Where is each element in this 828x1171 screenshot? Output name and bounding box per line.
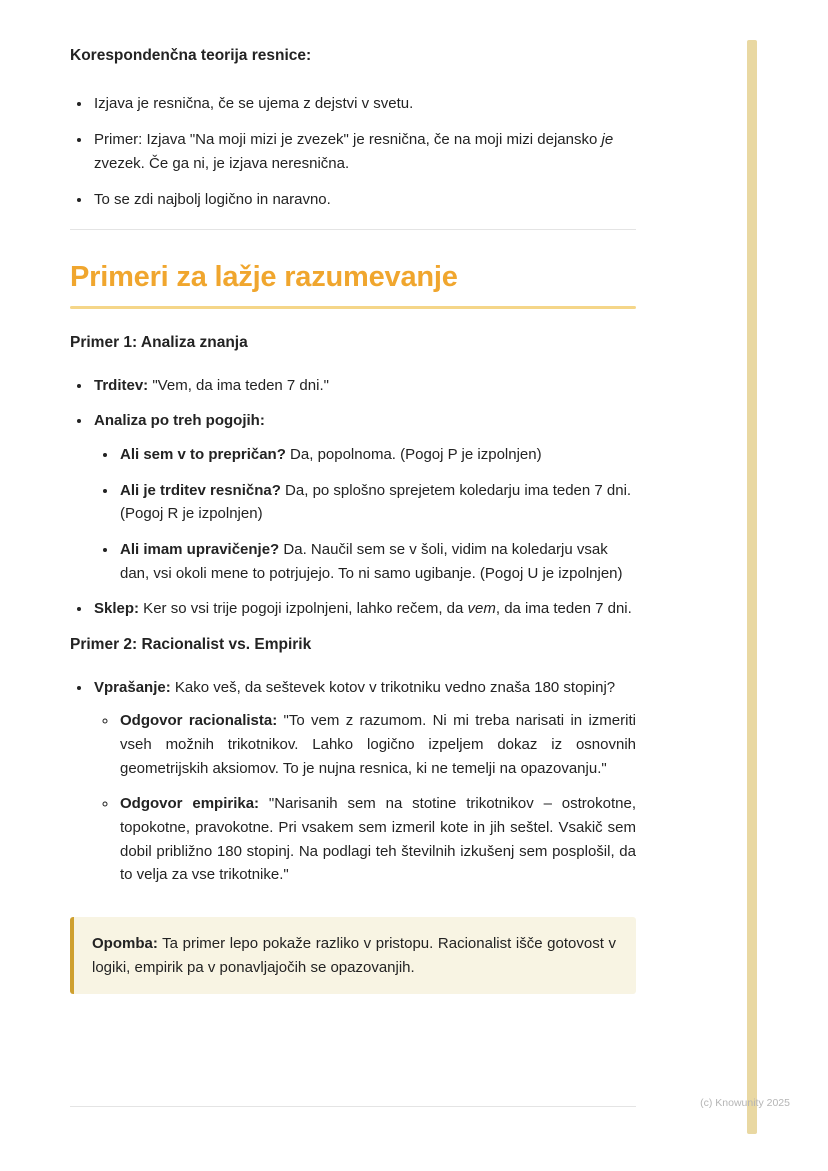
list-item-text: "Vem, da ima teden 7 dni."	[148, 376, 329, 394]
list-item-text: Da. Naučil sem se v šoli, vidim na koledarju vsak dan, vsi okoli mene to potrjujejo. To ni samo ugibanje. (Pogoj U je izpolnjen)	[120, 540, 623, 582]
list-item-text: Primer: Izjava "Na moji mizi je zvezek" je resnična, če na moji mizi dejansko	[94, 131, 602, 149]
list-item-text: To se zdi najbolj logično in naravno.	[94, 190, 331, 208]
list-item-label: Trditev:	[94, 376, 149, 394]
note-callout	[70, 917, 636, 994]
list-item-label: Analiza po treh pogojih:	[94, 412, 265, 430]
section-divider	[70, 229, 636, 230]
list-item	[92, 676, 636, 888]
callout-text: Ta primer lepo pokaže razliko v pristopu. Racionalist išče gotovost v logiki, empirik pa v ponavljajočih se opazovanjih.	[92, 935, 616, 976]
list-item-italic: vem	[467, 600, 496, 618]
sub-list-item	[118, 792, 636, 887]
list-item-italic: je	[601, 131, 614, 149]
list-item-text: Kako veš, da seštevek kotov v trikotniku vedno znaša 180 stopinj?	[170, 678, 616, 696]
list-item-text: Da, po splošno sprejetem koledarju ima teden 7 dni. (Pogoj R je izpolnjen)	[120, 481, 632, 523]
list-item	[92, 92, 636, 116]
title-underline	[70, 306, 636, 309]
list-item	[92, 597, 636, 621]
list-item	[92, 188, 636, 212]
list-item-label: Ali sem v to prepričan?	[120, 445, 286, 463]
callout-label: Opomba:	[92, 935, 158, 952]
list-item-text: zvezek. Če ga ni, je izjava neresnična.	[94, 154, 350, 172]
sub-list-item	[118, 479, 636, 526]
list-item-text: Izjava je resnična, če se ujema z dejstvi v svetu.	[94, 95, 414, 113]
intro-bullet-list	[70, 92, 636, 211]
list-item	[92, 409, 636, 585]
document-content	[70, 0, 636, 994]
page-edge-bar	[747, 40, 757, 1134]
list-item-label: Vprašanje:	[94, 678, 171, 696]
list-item-label: Ali imam upravičenje?	[120, 540, 280, 558]
analiza-sub-list	[94, 443, 636, 585]
list-item	[92, 374, 636, 398]
section-heading-primer-1: Primer 1: Analiza znanja	[70, 334, 248, 352]
list-item-text: Ker so vsi trije pogoji izpolnjeni, lahko rečem, da	[139, 600, 468, 618]
list-item-text: "Narisanih sem na stotine trikotnikov – ostrokotne, topokotne, pravokotne. Pri vsakem sem izmeril kote in jih seštel. Vsakič sem dobil približno 180 stopinj. Na podlagi teh številnih izkušenj sem posplošil, da to velja za vse trikotnike."	[120, 795, 636, 884]
sub-list-item	[118, 538, 636, 585]
list-item-label: Ali je trditev resnična?	[120, 481, 281, 499]
sub-list-item	[118, 709, 636, 780]
list-item-text: , da ima teden 7 dni.	[495, 600, 632, 618]
sub-list-item	[118, 443, 636, 467]
copyright-text: (c) Knowunity 2025	[700, 1097, 790, 1109]
list-item-label: Odgovor racionalista:	[120, 712, 278, 730]
list-item-label: Sklep:	[94, 600, 140, 618]
odgovori-sub-list	[94, 709, 636, 887]
list-item-label: Odgovor empirika:	[120, 795, 260, 813]
list-item-text: Da, popolnoma. (Pogoj P je izpolnjen)	[285, 445, 542, 463]
footer-divider	[70, 1106, 636, 1107]
list-item	[92, 128, 636, 175]
section-heading-korespondencna-teorija: Korespondenčna teorija resnice:	[70, 47, 312, 64]
section-heading-primer-2: Primer 2: Racionalist vs. Empirik	[70, 636, 312, 654]
primer2-bullet-list	[70, 676, 636, 888]
primer1-bullet-list	[70, 374, 636, 622]
list-item-text: "To vem z razumom. Ni mi treba narisati in izmeriti vseh možnih trikotnikov. Lahko logično izpeljem dokaz iz osnovnih geometrijskih aksiomov. To je nujna resnica, ki ne temelji na opazovanju."	[120, 712, 636, 777]
page-title: Primeri za lažje razumevanje	[70, 261, 458, 294]
